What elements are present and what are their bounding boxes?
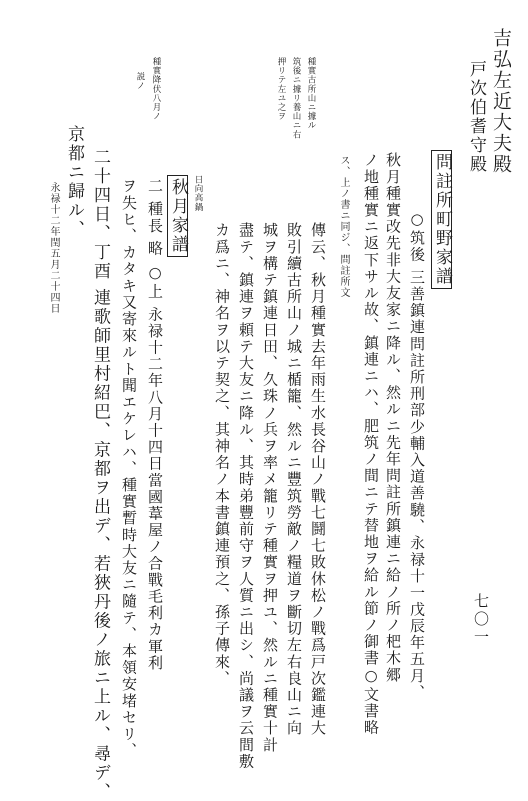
- top-note-2: 筑後ニ據リ養山ニ右: [291, 57, 301, 139]
- section1-line-4: ス、上ノ書ニ同ジ、問註所文: [338, 155, 349, 298]
- section2-line-3: 城ヲ構テ鎮連日田、久珠ノ兵ヲ率メ籠リテ種實ヲ押ユ、然ルニ種實十計: [261, 222, 279, 754]
- addressee-2: 戸次伯耆守殿: [466, 60, 486, 174]
- section2-line-4: 盡テ、鎮連ヲ頼テ大友ニ降ル、其時弟豐前守ヲ人質ニ出シ、尚議ヲ云間敷: [237, 222, 255, 770]
- top-note-3: 押リテ左ユ之ヲ: [276, 57, 286, 121]
- source-title-2: 秋月家譜: [167, 175, 188, 257]
- section3-line-1: 二 種長 略 ○上 永禄十二年八月十四日當國葦屋ノ合戰毛利カ軍利: [146, 178, 164, 672]
- source-title-1: 問註所町野家譜: [431, 150, 452, 289]
- section4-line-2: 京都ニ歸ル、: [64, 125, 84, 239]
- section1-line-2: 秋月種實改先非大友家ニ降ル、然ルニ先年問註所鎮連ニ給ノ所ノ杷木郷: [384, 152, 402, 684]
- section3-line-2: ヲ失ヒ、カタキ又寄來ルト聞エケレハ、種實暫時大友ニ隨テ、本領安堵セリ、: [120, 178, 138, 759]
- section1-line-3: ノ地種實ニ返下サル故、鎮連ニハ、肥筑ノ間ニテ替地ヲ給ル節ノ御書○文書略: [362, 152, 380, 736]
- top-note-1: 種實古所山ニ據ル: [306, 57, 316, 130]
- section4-line-1: 二十四日、丁酉 連歌師里村紹巴、京都ヲ出デ、若狹丹後ノ旅ニ上ル、尋デ、: [90, 148, 110, 801]
- section2-line-5: カ爲ニ、神名ヲ以テ契之、其神名ノ本書鎮連預之、孫子傳來、: [213, 222, 231, 687]
- source-origin-label: 日向高鍋: [193, 175, 203, 212]
- top-note-4: 種實降伏八月ノ: [151, 57, 161, 121]
- top-note-5: 説ノ: [135, 72, 145, 91]
- section2-line-1: 傳云、秋月種實去年雨生水長谷山ノ戰七鬪七敗休松ノ戰爲戸次鑑連大: [309, 222, 327, 737]
- section1-line-1: ○筑後 三善鎮連問註所刑部少輔入道善驍、永禄十一戊辰年五月、: [408, 210, 426, 701]
- addressee-1: 吉弘左近大夫殿: [490, 28, 512, 175]
- page-number: 七〇一: [472, 593, 490, 647]
- section2-line-2: 敗引續古所山ノ城ニ楯籠、然ルニ豐筑勞敵ノ糧道ヲ斷切左右良山ニ向: [285, 222, 303, 737]
- date-margin: 永禄十二年閏五月二十四日: [48, 182, 59, 314]
